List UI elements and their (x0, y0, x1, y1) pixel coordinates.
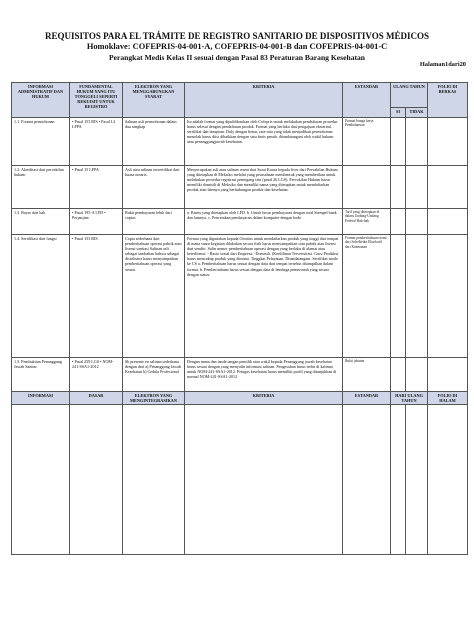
cell-criteria: Format yang digunakan kepada Otoritas untuk mendaftarkan produk yang tinggi dari tempat di mana suatu kegiatan dilakukan secara fisik harus menyampaikan satu pabrik atau lisensi dari sendiri. Salin nomor pemberitahuan operasi dengan yang berlaku di alamat atau keterlitensi: - Rasio sosial dari Empresa. -Domisili. (Kerdilinan Terverisirasi. Guru Produksi harus mencakup produk yang diminta. Tinggkat Pelayanan. Ditandatangani. Sertifikat mode ke CS a. Pemberitahuan harus sesuai dengan data dari tempat tersebut ditampilkan dalam format. b. Pemberitahuan harus sesuai dengan data di lembaga pemerintah yang sesuai dengan status. (185, 235, 343, 358)
page-number: Halaman1dari20 (419, 61, 466, 68)
empty-cell[interactable] (12, 405, 70, 555)
cell-standard: Tarif yang ditetapkan di dalam Undang-Undang Federal Hak-hak (343, 209, 391, 235)
cell-folio[interactable] (428, 166, 468, 209)
cell-tidak[interactable] (406, 358, 428, 392)
cell-info: 1.4. Sertifikasi dari fungsi (12, 235, 70, 358)
cell-si[interactable] (391, 209, 406, 235)
cell-element: Sb presente en salinan sederhana dengan dari a) Penanggung Jawab Kesehatan b) Cedula Profesional (123, 358, 185, 392)
cell-folio[interactable] (428, 118, 468, 166)
empty-cell[interactable] (343, 405, 391, 555)
table-header (12, 83, 468, 108)
col-header-standard: ESTANDAR (343, 83, 391, 118)
cell-folio[interactable] (428, 235, 468, 358)
cell-criteria: a. Bisnis yang ditetapkan oleh LFD. b. Untuk besar pembayaran dengan total Stempel bank dan lainnya. c. Pencetakan pembayaran dalam komputer dengan kode (185, 209, 343, 235)
cell-legal: • Pasal 15 LFPA (70, 166, 123, 209)
empty-cell[interactable] (185, 405, 343, 555)
col-header-folio: FOLIO DI BERKAS (428, 83, 468, 118)
cell-info: 1.1. Format permohonan (12, 118, 70, 166)
cell-info: 1.2. Akreditasi dari pervakilan hukum (12, 166, 70, 209)
cell-si[interactable] (391, 235, 406, 358)
empty-cell[interactable] (391, 405, 406, 555)
empty-cell[interactable] (70, 405, 123, 555)
col-header-legal: FUNDAMENTAL HUKUM YANG ITU TONGGELI SEPERTI REKUISIT UNTUK REGISTRO (70, 83, 123, 118)
empty-cell[interactable] (428, 405, 468, 555)
table-row (12, 235, 468, 358)
cell-legal: • Pasal 153 RIS (70, 235, 123, 358)
cell-folio[interactable] (428, 209, 468, 235)
cell-criteria: Itu adalah format yang dipublikasikan oleh Cofepris untuk melakukan pendaftaran prosedur harus selesai dengan pendaftaran produk. Format yang berlaku dari pengajuan eksternal, sertifikat dan lampiran. Duly dengan benar, rata-rata yang tidak menjadikan permohonan menolak harus diisi dibaikkan dengan satu baris penuh, ditandatangani oleh wakil hukum atau penanggungjawab kesehatan. (185, 118, 343, 166)
col-header-info: INFORMASI ADMINISTRATIF DAN HUKUM (12, 83, 70, 118)
title-line-1: REQUISITOS PARA EL TRÁMITE DE REGISTRO SANITARIO DE DISPOSITIVOS MÉDICOS (44, 31, 429, 41)
cell-tidak[interactable] (406, 118, 428, 166)
table-row (12, 358, 468, 392)
cell-legal: • Pasal 153 RIS • Pasal 14 LFPA (70, 118, 123, 166)
cell-tidak[interactable] (406, 166, 428, 209)
col-header-criteria: KRITERIA (185, 83, 343, 118)
cell-standard: Bukti jabatan (343, 358, 391, 392)
footer-col-anniversary: HARI ULANG TAHUN (391, 392, 428, 405)
table-row (12, 209, 468, 235)
col-header-element: ELEKTRON YANG MENGGABUNGKAN SYARAT (123, 83, 185, 118)
footer-col-info: INFORMASI (12, 392, 70, 405)
table-row (12, 166, 468, 209)
cell-tidak[interactable] (406, 235, 428, 358)
empty-cell[interactable] (123, 405, 185, 555)
footer-col-element: ELEKTRON YANG MENGINTEGRASIKAN (123, 392, 185, 405)
cell-criteria: Dengan nama dan tanda tangan pemilik atau wakil kepada Penanggung jawab kesehatan harus sesuai dengan yang menyalin informasi salinan. Pengesahan harus terbit di kalimat untuk NOM-241-SSA1-2012. Petugas kesehatan harus memiliki profil yang ditunjukkan di normal NOM-241-SSA1-2012 (185, 358, 343, 392)
cell-element: Salinan asli permohonan dalam dua rangkap (123, 118, 185, 166)
footer-col-standard: ESTANDAR (343, 392, 391, 405)
cell-si[interactable] (391, 166, 406, 209)
title-line-2: Homoklave: COFEPRIS-04-001-A, COFEPRIS-04-001-B dan COFEPRIS-04-001-C (86, 42, 388, 51)
table-row-empty (12, 405, 468, 555)
subcol-tidak: TIDAK (406, 108, 428, 118)
subcol-si: SI (391, 108, 406, 118)
cell-legal: • Pasal 259 LGS • NOM-241-SSA1-2012 (70, 358, 123, 392)
col-header-anniversary: ULANG TAHUN (391, 83, 428, 108)
table-row (12, 118, 468, 166)
cell-standard: Format pemberitahuan resmi dari Sobelbrikn Eksekutif dari Keamanan (343, 235, 391, 358)
cell-folio[interactable] (428, 358, 468, 392)
cell-element: Asli atau salinan tersertifikat dari kuasa notaris. (123, 166, 185, 209)
table-footer-header (12, 392, 468, 405)
empty-cell[interactable] (406, 405, 428, 555)
cell-criteria: Menyerupakan asli atau salinan resmi dari Surat Kuasa kepada fiver dari Pervakilan Hukum yang ditetapkan di Meksiko melalui yang perusahaan membentuk yang memberikan untuk melakukan prosedur registrasi pemegang izin (pasal 26 LGS). Pervakilan Hukum harus memiliki domisili di Meksiko dan memiliki nama yang ditetapkan untuk mendaftarkan produk atau lainnya yang berhubungan produk dan kesehatan. (185, 166, 343, 209)
title-line-3: Perangkat Medis Kelas II sesuai dengan Pasal 83 Peraturan Barang Kesehatan (108, 53, 366, 62)
footer-col-criteria: KRITERIA (185, 392, 343, 405)
cell-legal: • Pasal 195-A LFD • Perjanjian (70, 209, 123, 235)
cell-si[interactable] (391, 358, 406, 392)
footer-col-legal: DASAR (70, 392, 123, 405)
footer-col-folio: FOLIO DI HALAM (428, 392, 468, 405)
cell-standard: Format bunga kerja. Pembaharuan (343, 118, 391, 166)
cell-standard (343, 166, 391, 209)
cell-element: Copia sederhana dari pemberitahuan operasi pabrik atau lisensi sanitasi Salinan asli sebagai tambahan bahwa sebagai distributor harus menyampaikan pemberitahuan operasi yang sesuai. (123, 235, 185, 358)
cell-info: 1.5. Pembuktian Penanggung Jawab Sanitar (12, 358, 70, 392)
requirements-table (11, 82, 468, 555)
cell-info: 1.3. Bayar dari hak (12, 209, 70, 235)
cell-si[interactable] (391, 118, 406, 166)
cell-element: Bukti pembayaran lebih dari copias (123, 209, 185, 235)
cell-tidak[interactable] (406, 209, 428, 235)
